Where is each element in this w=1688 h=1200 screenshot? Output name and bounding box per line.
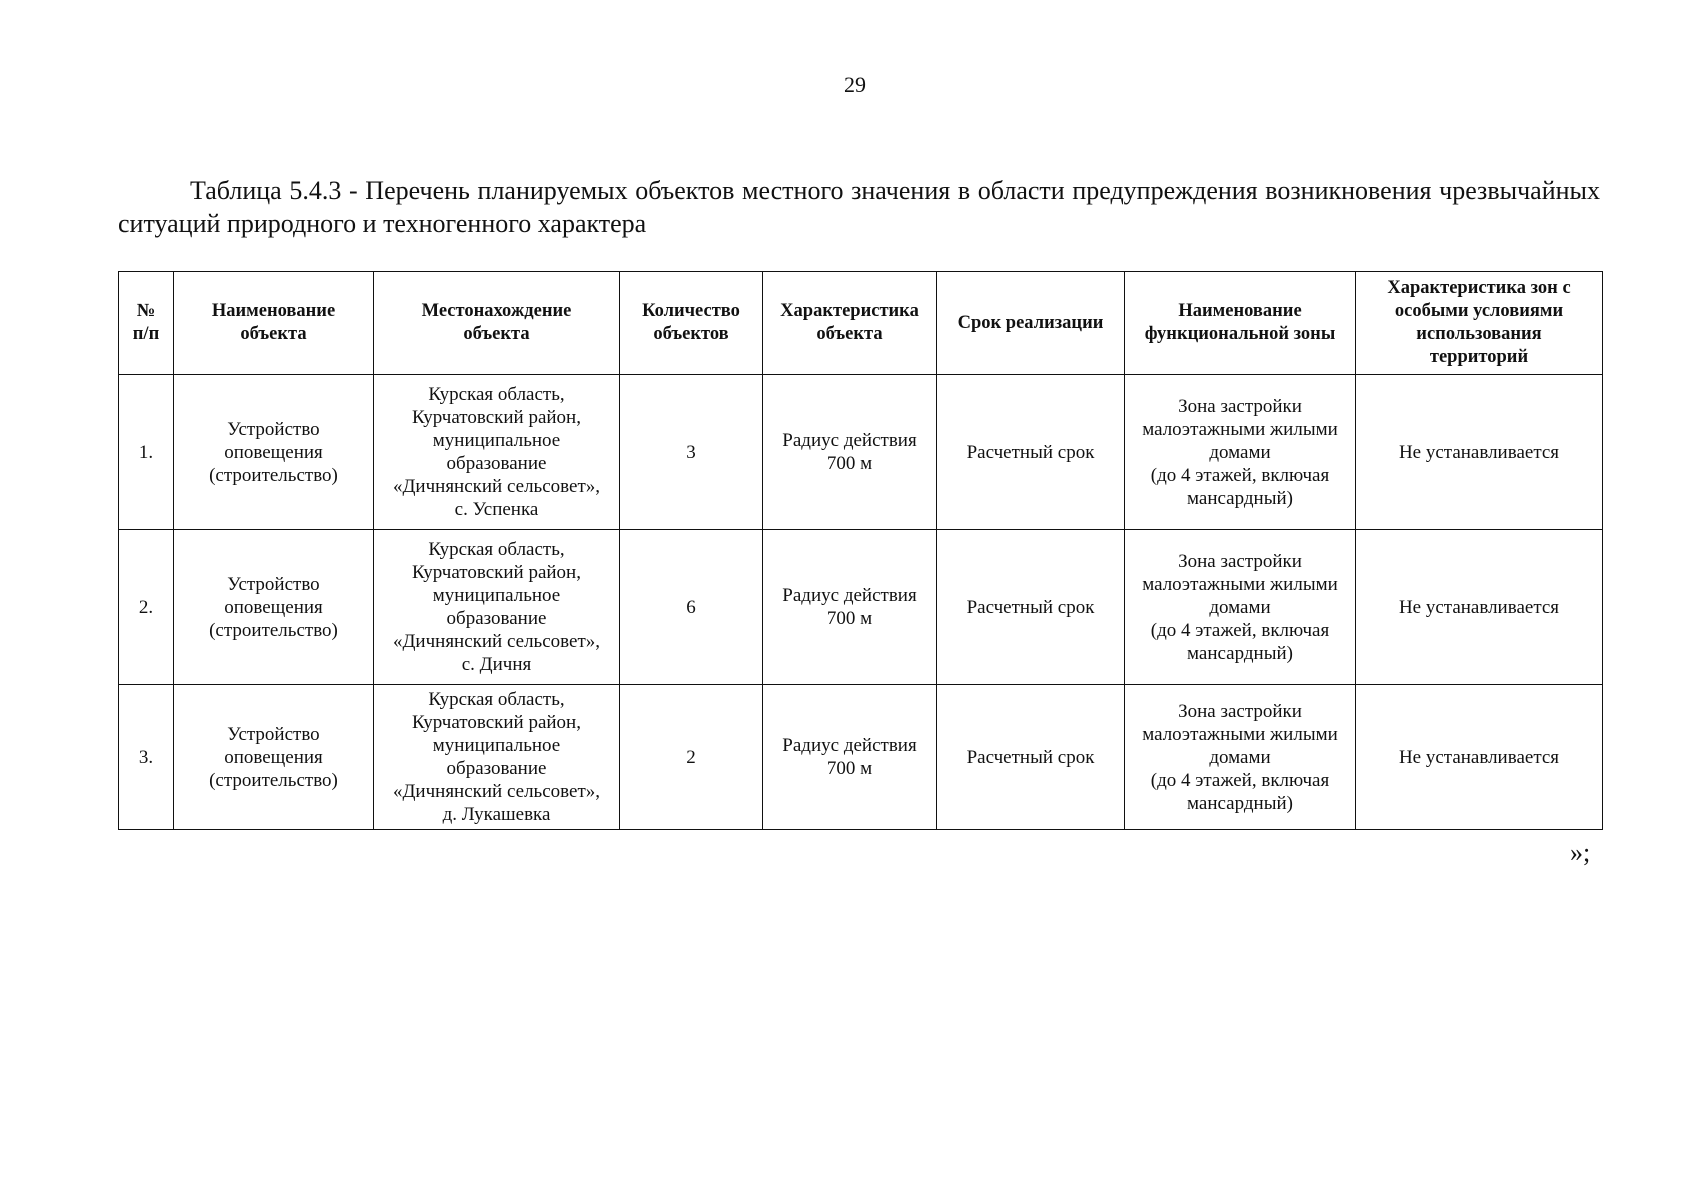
table-row: [119, 375, 1603, 530]
page-number: 29: [844, 72, 866, 97]
table-row: [119, 530, 1603, 685]
cell-number: 3.: [119, 685, 174, 830]
objects-table: [118, 271, 1603, 830]
cell-characteristic: Радиус действия 700 м: [763, 375, 937, 530]
cell-count: 2: [620, 685, 763, 830]
cell-count: 3: [620, 375, 763, 530]
cell-special-zones: Не устанавливается: [1356, 685, 1603, 830]
header-location: Местонахождение объекта: [374, 272, 620, 375]
table-caption: [118, 174, 1600, 240]
cell-location: Курская область, Курчатовский район, муниципальное образование «Дичнянский сельсовет», с. Дичня: [374, 530, 620, 685]
cell-object-name: Устройство оповещения (строительство): [174, 530, 374, 685]
header-count: Количество объектов: [620, 272, 763, 375]
cell-functional-zone: Зона застройки малоэтажными жилыми домами (до 4 этажей, включая мансардный): [1125, 375, 1356, 530]
header-number: № п/п: [119, 272, 174, 375]
cell-term: Расчетный срок: [937, 685, 1125, 830]
cell-special-zones: Не устанавливается: [1356, 375, 1603, 530]
header-special-zones: Характеристика зон с особыми условиями использования территорий: [1356, 272, 1603, 375]
cell-count: 6: [620, 530, 763, 685]
header-object-name: Наименование объекта: [174, 272, 374, 375]
cell-object-name: Устройство оповещения (строительство): [174, 685, 374, 830]
cell-number: 2.: [119, 530, 174, 685]
cell-functional-zone: Зона застройки малоэтажными жилыми домами (до 4 этажей, включая мансардный): [1125, 685, 1356, 830]
cell-location: Курская область, Курчатовский район, муниципальное образование «Дичнянский сельсовет», д. Лукашевка: [374, 685, 620, 830]
cell-object-name: Устройство оповещения (строительство): [174, 375, 374, 530]
cell-characteristic: Радиус действия 700 м: [763, 530, 937, 685]
closing-quote-mark: »;: [1570, 838, 1591, 867]
header-functional-zone: Наименование функциональной зоны: [1125, 272, 1356, 375]
cell-term: Расчетный срок: [937, 375, 1125, 530]
cell-functional-zone: Зона застройки малоэтажными жилыми домами (до 4 этажей, включая мансардный): [1125, 530, 1356, 685]
table-header-row: [119, 272, 1603, 375]
header-term: Срок реализации: [937, 272, 1125, 375]
cell-number: 1.: [119, 375, 174, 530]
cell-special-zones: Не устанавливается: [1356, 530, 1603, 685]
header-characteristic: Характеристика объекта: [763, 272, 937, 375]
cell-term: Расчетный срок: [937, 530, 1125, 685]
caption-text: Таблица 5.4.3 - Перечень планируемых объектов местного значения в области предупреждения возникновения чрезвычайных ситуаций природного и техногенного характера: [118, 176, 1600, 238]
cell-location: Курская область, Курчатовский район, муниципальное образование «Дичнянский сельсовет», с. Успенка: [374, 375, 620, 530]
cell-characteristic: Радиус действия 700 м: [763, 685, 937, 830]
table-row: [119, 685, 1603, 830]
